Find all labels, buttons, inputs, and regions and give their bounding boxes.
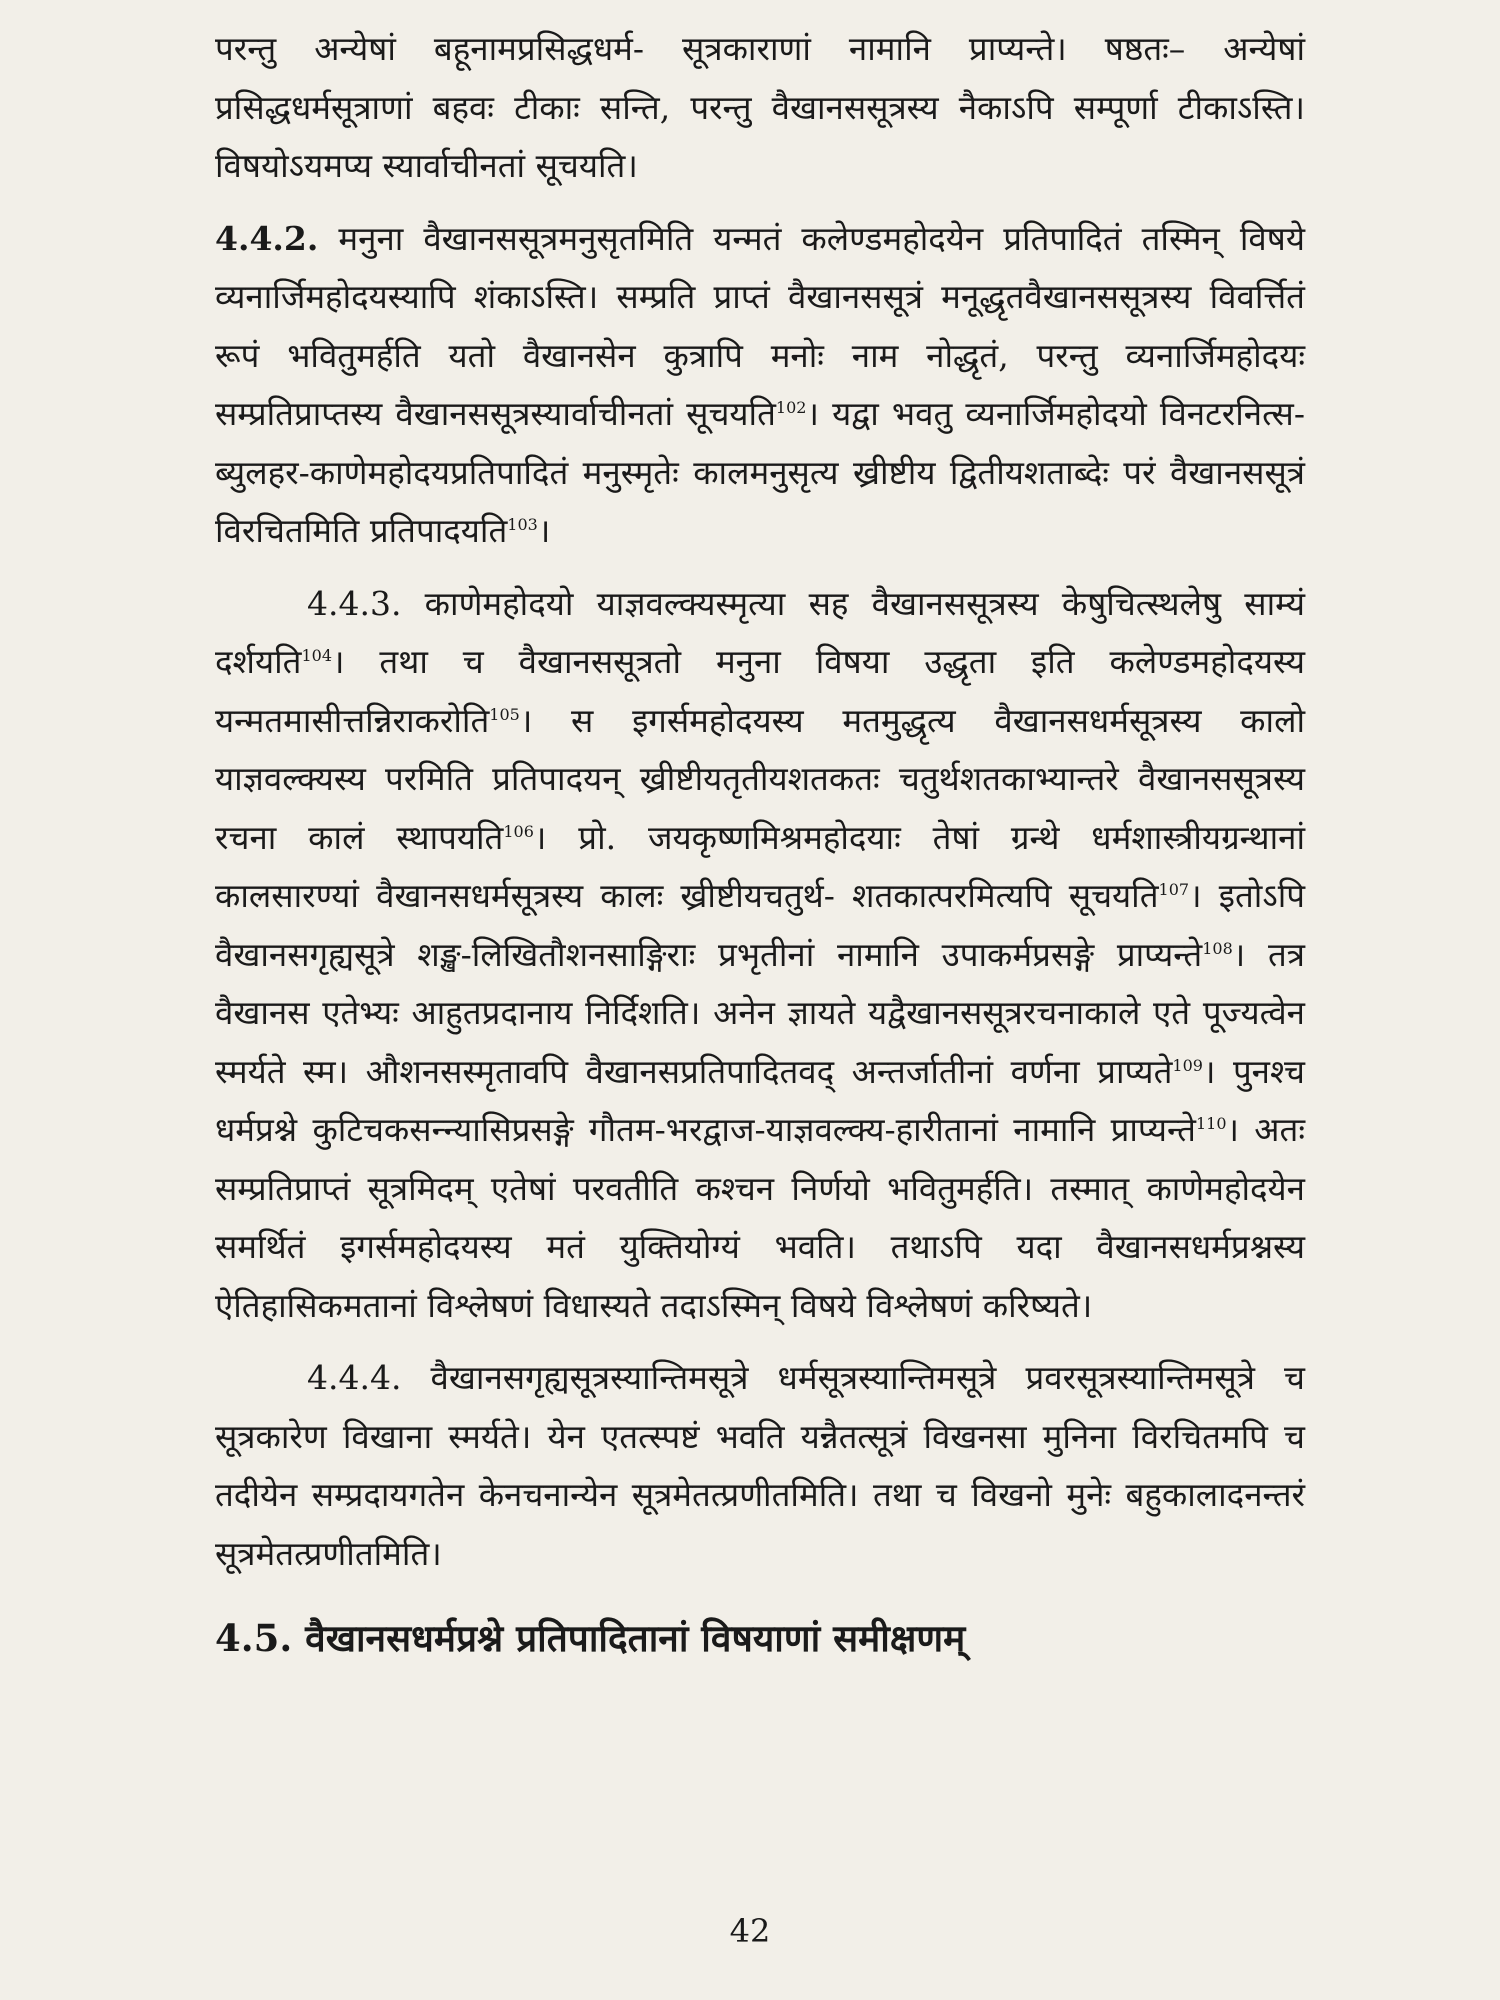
footnote-ref: 104 bbox=[301, 646, 333, 665]
footnote-ref: 109 bbox=[1172, 1055, 1203, 1075]
footnote-ref: 110 bbox=[1195, 1114, 1227, 1133]
paragraph-text: 4.4.4. वैखानसगृह्यसूत्रस्यान्तिमसूत्रे धर्मसूत्रस्यान्तिमसूत्रे प्रवरसूत्रस्यान्तिमसूत्रे च सूत्रकारेण विखाना स्मर्यते। येन एतत्स्पष्टं भवति यन्नैतत्सूत्रं विखनसा मुनिना विरचितमपि च तदीयेन सम्प्रदायगतेन केनचनान्येन सूत्रमेतत्प्रणीतमिति। तथा च विखनो मुनेः बहुकालादनन्तरं सूत्रमेतत्प्रणीतमिति। bbox=[215, 1358, 1305, 1573]
paragraph-text: । bbox=[537, 511, 551, 550]
paragraph-continuation bbox=[215, 20, 1305, 196]
paragraph-text: । पुनश्च धर्मप्रश्ने कुटिचकसन्न्यासिप्रसङ्गे गौतम-भरद्वाज-याज्ञवल्क्य-हारीतानां नामानि प्राप्यन्ते bbox=[215, 1051, 1305, 1149]
paragraph-4-4-2 bbox=[215, 210, 1305, 561]
footnote-ref: 103 bbox=[507, 515, 538, 534]
section-heading: 4.5. वैखानसधर्मप्रश्ने प्रतिपादितानां विषयाणां समीक्षणम् bbox=[215, 1616, 966, 1660]
paragraph-text: । अतः सम्प्रतिप्राप्तं सूत्रमिदम् एतेषां परवतीति कश्चन निर्णयो भवितुमर्हति। तस्मात् काणेमहोदयेन समर्थितं इगर्समहोदयस्य मतं युक्तियोग्यं भवति। तथाऽपि यदा वैखानसधर्मप्रश्नस्य ऐतिहासिकमतानां विश्लेषणं विधास्यते तदाऽस्मिन् विषये विश्लेषणं करिष्यते। bbox=[215, 1110, 1305, 1325]
subsection-number: 4.4.2. bbox=[215, 218, 319, 258]
paragraph-text: । स इगर्समहोदयस्य मतमुद्धृत्य वैखानसधर्मसूत्रस्य कालो याज्ञवल्क्यस्य परमिति प्रतिपादयन् ख्रीष्टीयतृतीयशतकतः चतुर्थशतकाभ्यान्तरे वैखानससूत्रस्य रचना कालं स्थापयति bbox=[215, 700, 1305, 857]
paragraph-text: 4.4.3. काणेमहोदयो याज्ञवल्क्यस्मृत्या सह वैखानससूत्रस्य केषुचित्स्थलेषु साम्यं दर्शयति bbox=[215, 583, 1305, 681]
paragraph-text: । तत्र वैखानस एतेभ्यः आहुतप्रदानाय निर्दिशति। अनेन ज्ञायते यद्वैखानससूत्ररचनाकाले एते पूज्यत्वेन स्मर्यते स्म। औशनसस्मृतावपि वैखानसप्रतिपादितवद् अन्तर्जातीनां वर्णना प्राप्यते bbox=[215, 934, 1305, 1091]
paragraph-4-4-3 bbox=[215, 575, 1305, 1336]
page-body bbox=[215, 20, 1305, 1583]
footnote-ref: 108 bbox=[1202, 938, 1233, 958]
page-number: 42 bbox=[729, 1912, 771, 1950]
book-page bbox=[215, 20, 1305, 1980]
paragraph-4-4-4 bbox=[215, 1349, 1305, 1583]
footnote-ref: 102 bbox=[775, 398, 807, 417]
paragraph-text: । प्रो. जयकृष्णमिश्रमहोदयाः तेषां ग्रन्थे धर्मशास्त्रीयग्रन्थानां कालसारण्यां वैखानसधर्मसूत्रस्य कालः ख्रीष्टीयचतुर्थ- शतकात्परमित्यपि सूचयति bbox=[215, 817, 1305, 915]
paragraph-text: मनुना वैखानससूत्रमनुसृतमिति यन्मतं कलेण्डमहोदयेन प्रतिपादितं तस्मिन् विषये व्यनार्जिमहोदयस्यापि शंकाऽस्ति। सम्प्रति प्राप्तं वैखानससूत्रं मनूद्धृतवैखानससूत्रस्य विवर्त्तितं रूपं भवितुमर्हति यतो वैखानसेन कुत्रापि मनोः नाम नोद्धृतं, परन्तु व्यनार्जिमहोदयः सम्प्रतिप्राप्तस्य वैखानससूत्रस्यार्वाचीनतां सूचयति bbox=[215, 218, 1305, 433]
footnote-ref: 105 bbox=[489, 704, 520, 724]
footnote-ref: 106 bbox=[503, 821, 534, 841]
paragraph-text: । यद्वा भवतु व्यनार्जिमहोदयो विनटरनित्स-ब्युलहर-काणेमहोदयप्रतिपादितं मनुस्मृतेः कालमनुसृत्य ख्रीष्टीय द्वितीयशताब्देः परं वैखानससूत्रं विरचितमिति प्रतिपादयति bbox=[215, 394, 1305, 550]
paragraph-text: परन्तु अन्येषां बहूनामप्रसिद्धधर्म- सूत्रकाराणां नामानि प्राप्यन्ते। षष्ठतः– अन्येषां प्रसिद्धधर्मसूत्राणां बहवः टीकाः सन्ति, परन्तु वैखानससूत्रस्य नैकाऽपि सम्पूर्णा टीकाऽस्ति। विषयोऽयमप्य स्यार्वाचीनतां सूचयति। bbox=[215, 29, 1305, 185]
paragraph-text: । तथा च वैखानससूत्रतो मनुना विषया उद्धृता इति कलेण्डमहोदयस्य यन्मतमासीत्तन्निराकरोति bbox=[215, 642, 1305, 740]
footnote-ref: 107 bbox=[1158, 880, 1190, 899]
paragraph-text: । इतोऽपि वैखानसगृह्यसूत्रे शङ्ख-लिखितौशनसाङ्गिराः प्रभृतीनां नामानि उपाकर्मप्रसङ्गे प्राप्यन्ते bbox=[215, 876, 1306, 974]
